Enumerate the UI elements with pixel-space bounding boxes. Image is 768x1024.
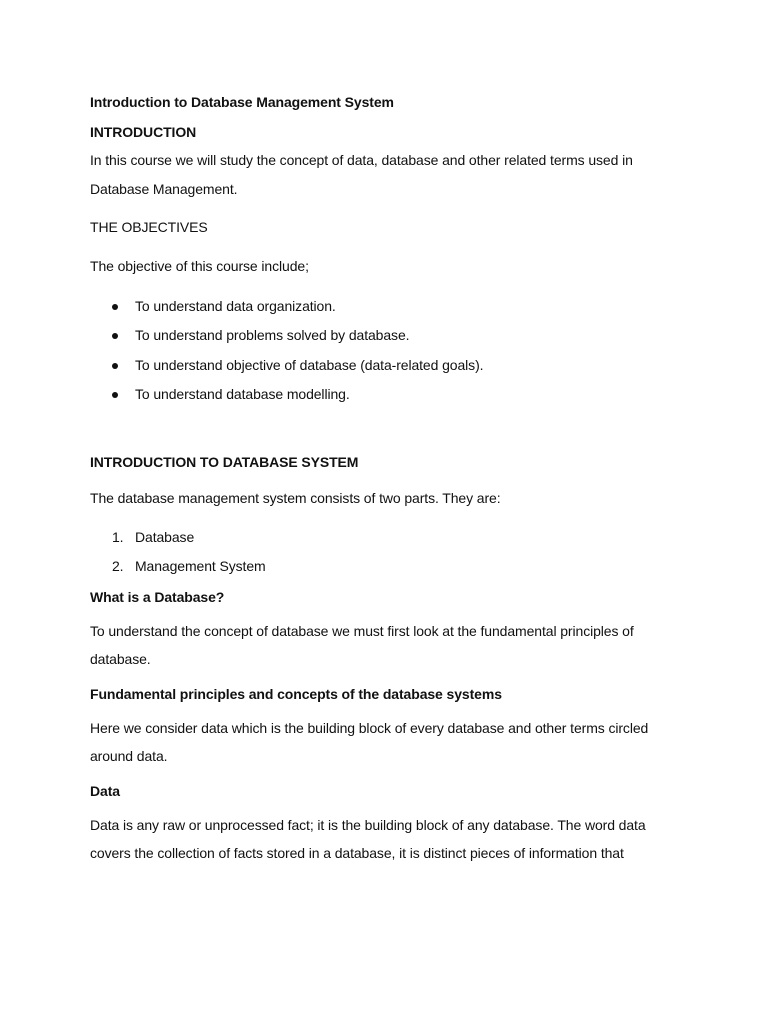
objectives-intro-paragraph: The objective of this course include; bbox=[90, 257, 309, 274]
what-is-database-heading: What is a Database? bbox=[90, 588, 225, 605]
database-system-heading: INTRODUCTION TO DATABASE SYSTEM bbox=[90, 454, 359, 471]
bullet-icon bbox=[112, 333, 118, 339]
document-title: Introduction to Database Management System bbox=[90, 94, 394, 110]
objectives-list bbox=[90, 292, 680, 409]
part-label: Database bbox=[135, 528, 195, 545]
bullet-icon bbox=[112, 363, 118, 369]
list-item bbox=[90, 380, 680, 409]
fundamentals-heading: Fundamental principles and concepts of the database systems bbox=[90, 685, 502, 702]
parts-list bbox=[90, 523, 680, 581]
document-page bbox=[90, 92, 680, 868]
objective-text: To understand objective of database (data-related goals). bbox=[135, 356, 484, 373]
what-is-database-paragraph: To understand the concept of database we must first look at the fundamental principles of database. bbox=[90, 622, 634, 668]
list-number: 1. bbox=[112, 528, 124, 545]
bullet-icon bbox=[112, 304, 118, 310]
introduction-heading: INTRODUCTION bbox=[90, 124, 197, 140]
objective-text: To understand problems solved by database. bbox=[135, 327, 410, 344]
bullet-icon bbox=[112, 392, 118, 398]
objective-text: To understand database modelling. bbox=[135, 385, 350, 402]
list-item bbox=[90, 552, 680, 581]
part-label: Management System bbox=[135, 557, 266, 574]
list-item bbox=[90, 321, 680, 350]
introduction-paragraph: In this course we will study the concept of data, database and other related terms used in Database Management. bbox=[90, 152, 633, 197]
list-item bbox=[90, 292, 680, 321]
objectives-heading: THE OBJECTIVES bbox=[90, 219, 208, 235]
database-system-paragraph: The database management system consists of two parts. They are: bbox=[90, 490, 501, 507]
list-number: 2. bbox=[112, 557, 124, 574]
list-item bbox=[90, 523, 680, 552]
list-item bbox=[90, 351, 680, 380]
objective-text: To understand data organization. bbox=[135, 298, 336, 314]
fundamentals-paragraph: Here we consider data which is the building block of every database and other terms circled around data. bbox=[90, 719, 649, 765]
data-heading: Data bbox=[90, 782, 120, 799]
data-paragraph: Data is any raw or unprocessed fact; it is the building block of any database. The word data covers the collection of facts stored in a database, it is distinct pieces of information that bbox=[90, 816, 646, 862]
